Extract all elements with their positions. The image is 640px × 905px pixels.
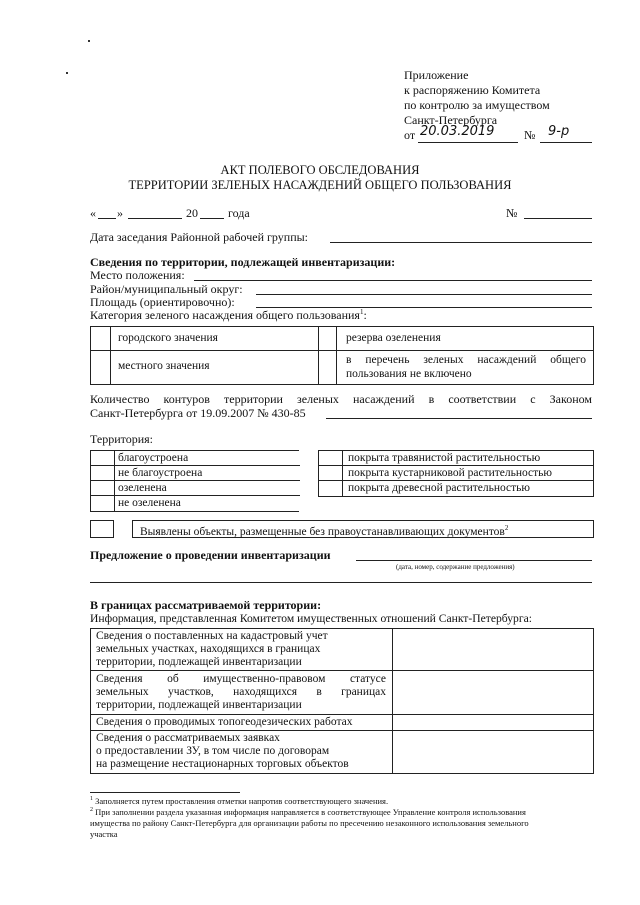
- contours-count-line[interactable]: [326, 418, 592, 419]
- territory-left-row2: [90, 480, 300, 481]
- checkbox-local[interactable]: [94, 354, 106, 378]
- boundaries-row1-l3: территории, подлежащей инвентаризации: [96, 656, 302, 668]
- territory-shrubs: покрыта кустарниковой растительностью: [348, 467, 553, 479]
- boundaries-heading: В границах рассматриваемой территории:: [90, 598, 322, 612]
- territory-improved: благоустроена: [118, 452, 189, 464]
- category-label: [90, 308, 367, 323]
- category-label-text: Категория зеленого насаждения общего пользования: [90, 308, 360, 322]
- category-not-included-1: в перечень зеленых насаждений общего: [346, 354, 586, 366]
- meeting-date-label: Дата заседания Районной рабочей группы:: [90, 230, 309, 244]
- header-number-line: [540, 142, 592, 143]
- scan-dot: [66, 72, 68, 74]
- boundaries-table-sep: [392, 628, 393, 773]
- boundaries-value-3[interactable]: [394, 716, 590, 728]
- boundaries-row4-l1: Сведения о рассматриваемых заявках: [96, 732, 280, 744]
- proposal-hint: (дата, номер, содержание предложения): [396, 563, 515, 571]
- checkbox-shrubs[interactable]: [322, 467, 338, 478]
- checkbox-not-landscaped[interactable]: [94, 497, 110, 508]
- header-order: к распоряжению Комитета: [404, 83, 541, 97]
- checkbox-improved[interactable]: [94, 452, 110, 463]
- checkbox-trees[interactable]: [322, 482, 338, 493]
- year-prefix: 20: [186, 206, 198, 220]
- month-line[interactable]: [128, 218, 182, 219]
- header-appendix: Приложение: [404, 68, 469, 82]
- boundaries-value-2[interactable]: [394, 672, 590, 712]
- category-table-sep1: [110, 326, 111, 384]
- year-suffix: года: [228, 206, 250, 220]
- boundaries-value-1[interactable]: [394, 630, 590, 668]
- footnote-ref-1: 1: [359, 308, 364, 316]
- checkbox-reserve[interactable]: [321, 330, 333, 346]
- objects-found-text: [140, 522, 508, 539]
- territory-info-heading: Сведения по территории, подлежащей инвентаризации:: [90, 255, 396, 269]
- district-label: Район/муниципальный округ:: [90, 282, 243, 296]
- category-city: городского значения: [118, 332, 218, 344]
- footnote-ref-2: 2: [504, 524, 509, 532]
- boundaries-row4-l2: о предоставлении ЗУ, в том числе по договорам: [96, 745, 330, 757]
- checkbox-city[interactable]: [94, 330, 106, 346]
- proposal-line-2[interactable]: [90, 582, 592, 583]
- contours-line1: Количество контуров территории зеленых насаждений в соответствии с Законом: [90, 392, 592, 406]
- footnote-2-mark: 2: [90, 807, 93, 814]
- scan-dot: [88, 40, 90, 42]
- proposal-label: Предложение о проведении инвентаризации: [90, 548, 331, 562]
- category-reserve: резерва озеленения: [346, 332, 441, 344]
- footnote-2-line3: участка: [90, 829, 118, 839]
- quote-close: »: [117, 206, 123, 220]
- category-table-mid: [90, 350, 593, 351]
- footnote-2-text-1: При заполнении раздела указанная информация направляется в соответствующее Управление контроля использования: [95, 807, 526, 817]
- header-date-handwritten: 20.03.2019: [420, 124, 495, 139]
- header-number-handwritten: 9-р: [548, 124, 570, 139]
- location-label: Место положения:: [90, 268, 185, 282]
- boundaries-row2-l2: земельных участков, находящихся в границах: [96, 686, 386, 698]
- meeting-date-line[interactable]: [330, 242, 592, 243]
- boundaries-row4-l3: на размещение нестационарных торговых объектов: [96, 758, 349, 770]
- day-line[interactable]: [98, 218, 116, 219]
- footnote-2-line1: [90, 807, 526, 817]
- checkbox-objects-found[interactable]: [90, 520, 114, 538]
- territory-left-row3: [90, 495, 300, 496]
- category-table-sep3: [336, 326, 337, 384]
- year-line[interactable]: [200, 218, 224, 219]
- header-committee: по контролю за имуществом: [404, 98, 550, 112]
- category-not-included-2: пользования не включено: [346, 368, 472, 380]
- quote-open: «: [90, 206, 96, 220]
- category-table-sep2: [318, 326, 319, 384]
- header-no-label: №: [524, 128, 536, 142]
- category-local: местного значения: [118, 360, 210, 372]
- territory-right-row1: [318, 465, 593, 466]
- territory-right-row2: [318, 480, 593, 481]
- territory-trees: покрыта древесной растительностью: [348, 482, 531, 494]
- area-label: Площадь (ориентировочно):: [90, 295, 235, 309]
- category-colon: :: [363, 308, 367, 322]
- act-number-label: №: [506, 206, 518, 220]
- boundaries-row-sep2: [90, 714, 593, 715]
- boundaries-value-4[interactable]: [394, 732, 590, 770]
- checkbox-not-included[interactable]: [321, 354, 333, 378]
- boundaries-row2-l3: территории, подлежащей инвентаризации: [96, 699, 302, 711]
- act-number-line[interactable]: [524, 218, 592, 219]
- boundaries-row-sep3: [90, 730, 593, 731]
- checkbox-not-improved[interactable]: [94, 467, 110, 478]
- header-date-line: [418, 142, 518, 143]
- territory-not-landscaped: не озеленена: [118, 497, 181, 509]
- contours-line2: Санкт-Петербурга от 19.09.2007 № 430-85: [90, 406, 306, 420]
- boundaries-row2-l1: Сведения об имущественно-правовом статусе: [96, 673, 386, 685]
- page-title-line1: АКТ ПОЛЕВОГО ОБСЛЕДОВАНИЯ: [220, 163, 420, 177]
- footnote-2-line2: имущества по району Санкт-Петербурга для организации работы по пресечению незаконного использования земельного: [90, 818, 529, 828]
- boundaries-info: Информация, представленная Комитетом имущественных отношений Санкт-Петербурга:: [90, 612, 532, 625]
- objects-found-label: Выявлены объекты, размещенные без правоустанавливающих документов: [140, 525, 505, 538]
- checkbox-grass[interactable]: [322, 452, 338, 463]
- boundaries-row1-l1: Сведения о поставленных на кадастровый учет: [96, 630, 328, 642]
- territory-left-row1: [90, 465, 300, 466]
- district-line[interactable]: [256, 294, 592, 295]
- location-line[interactable]: [194, 280, 592, 281]
- header-from-label: от: [404, 128, 416, 142]
- territory-right-sep: [342, 450, 343, 496]
- territory-grass: покрыта травянистой растительностью: [348, 452, 541, 464]
- page-title-line2: ТЕРРИТОРИИ ЗЕЛЕНЫХ НАСАЖДЕНИЙ ОБЩЕГО ПОЛЬЗОВАНИЯ: [128, 178, 512, 192]
- footnote-separator: [90, 792, 240, 793]
- territory-not-improved: не благоустроена: [118, 467, 203, 479]
- territory-label: Территория:: [90, 432, 153, 446]
- territory-landscaped: озеленена: [118, 482, 167, 494]
- proposal-line[interactable]: [356, 560, 592, 561]
- footnote-1-mark: 1: [90, 796, 93, 803]
- footnote-1-text: Заполняется путем проставления отметки напротив соответствующего значения.: [95, 796, 389, 806]
- boundaries-row3-l1: Сведения о проводимых топогеодезических работах: [96, 716, 353, 728]
- footnote-1: [90, 796, 388, 806]
- boundaries-row1-l2: земельных участках, находящихся в границах: [96, 643, 321, 655]
- territory-left-sep: [114, 450, 115, 512]
- checkbox-landscaped[interactable]: [94, 482, 110, 493]
- boundaries-row-sep1: [90, 670, 593, 671]
- header-city: Санкт-Петербурга: [404, 113, 498, 127]
